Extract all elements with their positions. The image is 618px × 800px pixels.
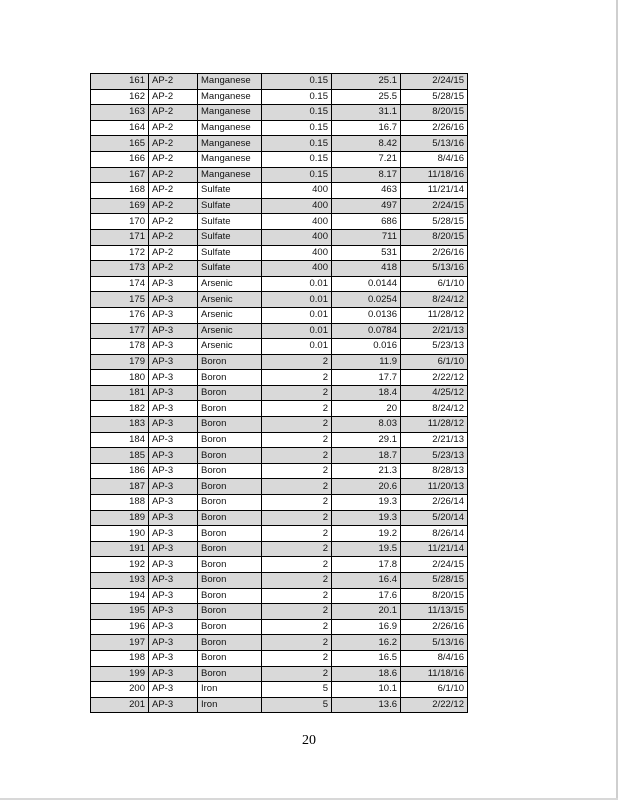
date-cell: 11/18/16 bbox=[401, 167, 468, 183]
row-number-cell: 176 bbox=[91, 307, 149, 323]
well-cell: AP-2 bbox=[149, 198, 198, 214]
standard-cell: 0.15 bbox=[262, 167, 332, 183]
date-cell: 5/28/15 bbox=[401, 573, 468, 589]
table-row bbox=[91, 697, 468, 713]
table-row bbox=[91, 588, 468, 604]
well-cell: AP-3 bbox=[149, 463, 198, 479]
row-number-cell: 164 bbox=[91, 120, 149, 136]
date-cell: 2/26/16 bbox=[401, 120, 468, 136]
date-cell: 11/28/12 bbox=[401, 417, 468, 433]
date-cell: 11/20/13 bbox=[401, 479, 468, 495]
well-cell: AP-3 bbox=[149, 479, 198, 495]
standard-cell: 2 bbox=[262, 510, 332, 526]
well-cell: AP-3 bbox=[149, 541, 198, 557]
well-cell: AP-2 bbox=[149, 151, 198, 167]
result-cell: 463 bbox=[332, 183, 401, 199]
row-number-cell: 178 bbox=[91, 339, 149, 355]
parameter-cell: Iron bbox=[198, 697, 262, 713]
result-cell: 20.1 bbox=[332, 604, 401, 620]
result-cell: 19.3 bbox=[332, 495, 401, 511]
date-cell: 2/26/16 bbox=[401, 619, 468, 635]
result-cell: 16.2 bbox=[332, 635, 401, 651]
row-number-cell: 174 bbox=[91, 276, 149, 292]
date-cell: 8/20/15 bbox=[401, 229, 468, 245]
parameter-cell: Boron bbox=[198, 604, 262, 620]
result-cell: 8.03 bbox=[332, 417, 401, 433]
result-cell: 25.5 bbox=[332, 89, 401, 105]
table-row bbox=[91, 198, 468, 214]
parameter-cell: Boron bbox=[198, 635, 262, 651]
table-row bbox=[91, 448, 468, 464]
well-cell: AP-3 bbox=[149, 354, 198, 370]
result-cell: 0.0784 bbox=[332, 323, 401, 339]
row-number-cell: 169 bbox=[91, 198, 149, 214]
row-number-cell: 196 bbox=[91, 619, 149, 635]
result-cell: 17.6 bbox=[332, 588, 401, 604]
result-cell: 8.42 bbox=[332, 136, 401, 152]
table-row bbox=[91, 323, 468, 339]
date-cell: 2/24/15 bbox=[401, 74, 468, 90]
date-cell: 5/20/14 bbox=[401, 510, 468, 526]
standard-cell: 0.15 bbox=[262, 105, 332, 121]
row-number-cell: 166 bbox=[91, 151, 149, 167]
result-cell: 20.6 bbox=[332, 479, 401, 495]
date-cell: 5/13/16 bbox=[401, 261, 468, 277]
row-number-cell: 193 bbox=[91, 573, 149, 589]
row-number-cell: 177 bbox=[91, 323, 149, 339]
standard-cell: 2 bbox=[262, 401, 332, 417]
row-number-cell: 168 bbox=[91, 183, 149, 199]
table-row bbox=[91, 307, 468, 323]
well-cell: AP-3 bbox=[149, 276, 198, 292]
well-cell: AP-3 bbox=[149, 604, 198, 620]
well-cell: AP-2 bbox=[149, 136, 198, 152]
standard-cell: 2 bbox=[262, 666, 332, 682]
date-cell: 2/26/16 bbox=[401, 245, 468, 261]
result-cell: 686 bbox=[332, 214, 401, 230]
result-cell: 18.7 bbox=[332, 448, 401, 464]
table-row bbox=[91, 229, 468, 245]
well-cell: AP-3 bbox=[149, 635, 198, 651]
well-cell: AP-3 bbox=[149, 682, 198, 698]
exceedance-table bbox=[90, 73, 468, 713]
date-cell: 11/13/15 bbox=[401, 604, 468, 620]
standard-cell: 400 bbox=[262, 245, 332, 261]
parameter-cell: Boron bbox=[198, 650, 262, 666]
table-row bbox=[91, 432, 468, 448]
row-number-cell: 182 bbox=[91, 401, 149, 417]
well-cell: AP-2 bbox=[149, 74, 198, 90]
parameter-cell: Boron bbox=[198, 401, 262, 417]
parameter-cell: Boron bbox=[198, 479, 262, 495]
well-cell: AP-3 bbox=[149, 292, 198, 308]
well-cell: AP-3 bbox=[149, 510, 198, 526]
result-cell: 7.21 bbox=[332, 151, 401, 167]
well-cell: AP-2 bbox=[149, 167, 198, 183]
table-row bbox=[91, 370, 468, 386]
date-cell: 11/21/14 bbox=[401, 183, 468, 199]
row-number-cell: 165 bbox=[91, 136, 149, 152]
row-number-cell: 201 bbox=[91, 697, 149, 713]
standard-cell: 2 bbox=[262, 432, 332, 448]
parameter-cell: Manganese bbox=[198, 120, 262, 136]
standard-cell: 2 bbox=[262, 635, 332, 651]
result-cell: 19.5 bbox=[332, 541, 401, 557]
parameter-cell: Iron bbox=[198, 682, 262, 698]
table-row bbox=[91, 385, 468, 401]
table-row bbox=[91, 354, 468, 370]
parameter-cell: Manganese bbox=[198, 74, 262, 90]
result-cell: 16.7 bbox=[332, 120, 401, 136]
parameter-cell: Boron bbox=[198, 541, 262, 557]
row-number-cell: 170 bbox=[91, 214, 149, 230]
row-number-cell: 195 bbox=[91, 604, 149, 620]
result-cell: 21.3 bbox=[332, 463, 401, 479]
row-number-cell: 167 bbox=[91, 167, 149, 183]
standard-cell: 0.01 bbox=[262, 323, 332, 339]
standard-cell: 2 bbox=[262, 588, 332, 604]
parameter-cell: Sulfate bbox=[198, 261, 262, 277]
date-cell: 6/1/10 bbox=[401, 354, 468, 370]
result-cell: 0.0136 bbox=[332, 307, 401, 323]
well-cell: AP-3 bbox=[149, 526, 198, 542]
standard-cell: 2 bbox=[262, 557, 332, 573]
standard-cell: 400 bbox=[262, 229, 332, 245]
well-cell: AP-2 bbox=[149, 120, 198, 136]
result-cell: 531 bbox=[332, 245, 401, 261]
well-cell: AP-3 bbox=[149, 432, 198, 448]
result-cell: 0.0144 bbox=[332, 276, 401, 292]
parameter-cell: Boron bbox=[198, 417, 262, 433]
date-cell: 8/26/14 bbox=[401, 526, 468, 542]
table-row bbox=[91, 557, 468, 573]
result-cell: 19.3 bbox=[332, 510, 401, 526]
row-number-cell: 186 bbox=[91, 463, 149, 479]
date-cell: 11/28/12 bbox=[401, 307, 468, 323]
result-cell: 10.1 bbox=[332, 682, 401, 698]
well-cell: AP-3 bbox=[149, 588, 198, 604]
table-row bbox=[91, 526, 468, 542]
table-row bbox=[91, 604, 468, 620]
row-number-cell: 190 bbox=[91, 526, 149, 542]
date-cell: 8/4/16 bbox=[401, 151, 468, 167]
row-number-cell: 188 bbox=[91, 495, 149, 511]
row-number-cell: 191 bbox=[91, 541, 149, 557]
table-row bbox=[91, 401, 468, 417]
well-cell: AP-2 bbox=[149, 183, 198, 199]
result-cell: 31.1 bbox=[332, 105, 401, 121]
standard-cell: 0.01 bbox=[262, 339, 332, 355]
well-cell: AP-2 bbox=[149, 261, 198, 277]
row-number-cell: 180 bbox=[91, 370, 149, 386]
standard-cell: 400 bbox=[262, 183, 332, 199]
table-row bbox=[91, 167, 468, 183]
date-cell: 5/23/13 bbox=[401, 448, 468, 464]
standard-cell: 0.15 bbox=[262, 136, 332, 152]
standard-cell: 2 bbox=[262, 604, 332, 620]
table-row bbox=[91, 635, 468, 651]
well-cell: AP-3 bbox=[149, 323, 198, 339]
date-cell: 8/20/15 bbox=[401, 588, 468, 604]
date-cell: 6/1/10 bbox=[401, 276, 468, 292]
result-cell: 29.1 bbox=[332, 432, 401, 448]
standard-cell: 400 bbox=[262, 214, 332, 230]
row-number-cell: 197 bbox=[91, 635, 149, 651]
date-cell: 2/21/13 bbox=[401, 323, 468, 339]
standard-cell: 0.01 bbox=[262, 276, 332, 292]
table-row bbox=[91, 183, 468, 199]
parameter-cell: Manganese bbox=[198, 136, 262, 152]
date-cell: 2/22/12 bbox=[401, 370, 468, 386]
row-number-cell: 173 bbox=[91, 261, 149, 277]
parameter-cell: Manganese bbox=[198, 167, 262, 183]
well-cell: AP-3 bbox=[149, 557, 198, 573]
well-cell: AP-3 bbox=[149, 619, 198, 635]
table-row bbox=[91, 151, 468, 167]
standard-cell: 400 bbox=[262, 261, 332, 277]
row-number-cell: 179 bbox=[91, 354, 149, 370]
result-cell: 13.6 bbox=[332, 697, 401, 713]
date-cell: 5/13/16 bbox=[401, 136, 468, 152]
result-cell: 16.4 bbox=[332, 573, 401, 589]
parameter-cell: Arsenic bbox=[198, 323, 262, 339]
date-cell: 11/21/14 bbox=[401, 541, 468, 557]
standard-cell: 400 bbox=[262, 198, 332, 214]
table-row bbox=[91, 136, 468, 152]
date-cell: 5/23/13 bbox=[401, 339, 468, 355]
standard-cell: 0.15 bbox=[262, 89, 332, 105]
parameter-cell: Boron bbox=[198, 432, 262, 448]
row-number-cell: 185 bbox=[91, 448, 149, 464]
row-number-cell: 194 bbox=[91, 588, 149, 604]
parameter-cell: Manganese bbox=[198, 105, 262, 121]
table-row bbox=[91, 463, 468, 479]
row-number-cell: 175 bbox=[91, 292, 149, 308]
date-cell: 8/20/15 bbox=[401, 105, 468, 121]
date-cell: 5/28/15 bbox=[401, 89, 468, 105]
standard-cell: 5 bbox=[262, 697, 332, 713]
table-row bbox=[91, 120, 468, 136]
table-row bbox=[91, 105, 468, 121]
table-row bbox=[91, 573, 468, 589]
result-cell: 19.2 bbox=[332, 526, 401, 542]
parameter-cell: Boron bbox=[198, 666, 262, 682]
date-cell: 8/24/12 bbox=[401, 292, 468, 308]
standard-cell: 2 bbox=[262, 417, 332, 433]
date-cell: 5/28/15 bbox=[401, 214, 468, 230]
parameter-cell: Arsenic bbox=[198, 276, 262, 292]
parameter-cell: Boron bbox=[198, 573, 262, 589]
well-cell: AP-3 bbox=[149, 401, 198, 417]
standard-cell: 2 bbox=[262, 448, 332, 464]
parameter-cell: Sulfate bbox=[198, 214, 262, 230]
well-cell: AP-2 bbox=[149, 105, 198, 121]
parameter-cell: Boron bbox=[198, 510, 262, 526]
row-number-cell: 183 bbox=[91, 417, 149, 433]
well-cell: AP-3 bbox=[149, 573, 198, 589]
parameter-cell: Sulfate bbox=[198, 229, 262, 245]
row-number-cell: 184 bbox=[91, 432, 149, 448]
parameter-cell: Sulfate bbox=[198, 198, 262, 214]
table-row bbox=[91, 479, 468, 495]
result-cell: 0.016 bbox=[332, 339, 401, 355]
row-number-cell: 189 bbox=[91, 510, 149, 526]
well-cell: AP-2 bbox=[149, 245, 198, 261]
standard-cell: 2 bbox=[262, 463, 332, 479]
date-cell: 2/21/13 bbox=[401, 432, 468, 448]
row-number-cell: 187 bbox=[91, 479, 149, 495]
standard-cell: 2 bbox=[262, 385, 332, 401]
well-cell: AP-3 bbox=[149, 385, 198, 401]
parameter-cell: Boron bbox=[198, 385, 262, 401]
parameter-cell: Boron bbox=[198, 588, 262, 604]
standard-cell: 2 bbox=[262, 526, 332, 542]
result-cell: 17.8 bbox=[332, 557, 401, 573]
table-row bbox=[91, 74, 468, 90]
date-cell: 2/24/15 bbox=[401, 198, 468, 214]
table-row bbox=[91, 495, 468, 511]
date-cell: 11/18/16 bbox=[401, 666, 468, 682]
table-row bbox=[91, 682, 468, 698]
standard-cell: 2 bbox=[262, 573, 332, 589]
well-cell: AP-3 bbox=[149, 650, 198, 666]
standard-cell: 2 bbox=[262, 541, 332, 557]
parameter-cell: Arsenic bbox=[198, 307, 262, 323]
standard-cell: 0.01 bbox=[262, 307, 332, 323]
well-cell: AP-3 bbox=[149, 448, 198, 464]
result-cell: 711 bbox=[332, 229, 401, 245]
table-row bbox=[91, 666, 468, 682]
table-body bbox=[91, 74, 468, 713]
result-cell: 20 bbox=[332, 401, 401, 417]
date-cell: 8/4/16 bbox=[401, 650, 468, 666]
result-cell: 16.5 bbox=[332, 650, 401, 666]
result-cell: 17.7 bbox=[332, 370, 401, 386]
standard-cell: 2 bbox=[262, 370, 332, 386]
standard-cell: 2 bbox=[262, 495, 332, 511]
well-cell: AP-3 bbox=[149, 307, 198, 323]
row-number-cell: 181 bbox=[91, 385, 149, 401]
row-number-cell: 192 bbox=[91, 557, 149, 573]
well-cell: AP-3 bbox=[149, 666, 198, 682]
parameter-cell: Sulfate bbox=[198, 245, 262, 261]
row-number-cell: 198 bbox=[91, 650, 149, 666]
table-row bbox=[91, 510, 468, 526]
parameter-cell: Arsenic bbox=[198, 339, 262, 355]
parameter-cell: Boron bbox=[198, 370, 262, 386]
parameter-cell: Boron bbox=[198, 354, 262, 370]
table-row bbox=[91, 245, 468, 261]
row-number-cell: 200 bbox=[91, 682, 149, 698]
standard-cell: 2 bbox=[262, 354, 332, 370]
row-number-cell: 161 bbox=[91, 74, 149, 90]
date-cell: 2/24/15 bbox=[401, 557, 468, 573]
table-row bbox=[91, 276, 468, 292]
result-cell: 18.4 bbox=[332, 385, 401, 401]
standard-cell: 5 bbox=[262, 682, 332, 698]
date-cell: 2/22/12 bbox=[401, 697, 468, 713]
table-row bbox=[91, 292, 468, 308]
well-cell: AP-3 bbox=[149, 697, 198, 713]
parameter-cell: Boron bbox=[198, 557, 262, 573]
result-cell: 0.0254 bbox=[332, 292, 401, 308]
standard-cell: 2 bbox=[262, 650, 332, 666]
well-cell: AP-3 bbox=[149, 370, 198, 386]
parameter-cell: Manganese bbox=[198, 89, 262, 105]
date-cell: 5/13/16 bbox=[401, 635, 468, 651]
table-row bbox=[91, 214, 468, 230]
standard-cell: 0.15 bbox=[262, 120, 332, 136]
page-number: 20 bbox=[302, 733, 316, 748]
row-number-cell: 163 bbox=[91, 105, 149, 121]
parameter-cell: Boron bbox=[198, 463, 262, 479]
standard-cell: 2 bbox=[262, 619, 332, 635]
date-cell: 8/28/13 bbox=[401, 463, 468, 479]
row-number-cell: 199 bbox=[91, 666, 149, 682]
table-row bbox=[91, 261, 468, 277]
date-cell: 2/26/14 bbox=[401, 495, 468, 511]
date-cell: 4/25/12 bbox=[401, 385, 468, 401]
parameter-cell: Arsenic bbox=[198, 292, 262, 308]
row-number-cell: 162 bbox=[91, 89, 149, 105]
parameter-cell: Boron bbox=[198, 619, 262, 635]
parameter-cell: Boron bbox=[198, 526, 262, 542]
row-number-cell: 172 bbox=[91, 245, 149, 261]
result-cell: 497 bbox=[332, 198, 401, 214]
parameter-cell: Sulfate bbox=[198, 183, 262, 199]
date-cell: 8/24/12 bbox=[401, 401, 468, 417]
standard-cell: 0.15 bbox=[262, 151, 332, 167]
result-cell: 16.9 bbox=[332, 619, 401, 635]
standard-cell: 0.15 bbox=[262, 74, 332, 90]
result-cell: 418 bbox=[332, 261, 401, 277]
result-cell: 18.6 bbox=[332, 666, 401, 682]
standard-cell: 0.01 bbox=[262, 292, 332, 308]
table-row bbox=[91, 417, 468, 433]
well-cell: AP-3 bbox=[149, 495, 198, 511]
result-cell: 11.9 bbox=[332, 354, 401, 370]
parameter-cell: Boron bbox=[198, 448, 262, 464]
table-row bbox=[91, 541, 468, 557]
well-cell: AP-2 bbox=[149, 229, 198, 245]
well-cell: AP-2 bbox=[149, 89, 198, 105]
parameter-cell: Boron bbox=[198, 495, 262, 511]
table-row bbox=[91, 89, 468, 105]
row-number-cell: 171 bbox=[91, 229, 149, 245]
date-cell: 6/1/10 bbox=[401, 682, 468, 698]
well-cell: AP-3 bbox=[149, 417, 198, 433]
table-row bbox=[91, 619, 468, 635]
parameter-cell: Manganese bbox=[198, 151, 262, 167]
result-cell: 25.1 bbox=[332, 74, 401, 90]
well-cell: AP-3 bbox=[149, 339, 198, 355]
table-row bbox=[91, 650, 468, 666]
well-cell: AP-2 bbox=[149, 214, 198, 230]
standard-cell: 2 bbox=[262, 479, 332, 495]
result-cell: 8.17 bbox=[332, 167, 401, 183]
table-row bbox=[91, 339, 468, 355]
